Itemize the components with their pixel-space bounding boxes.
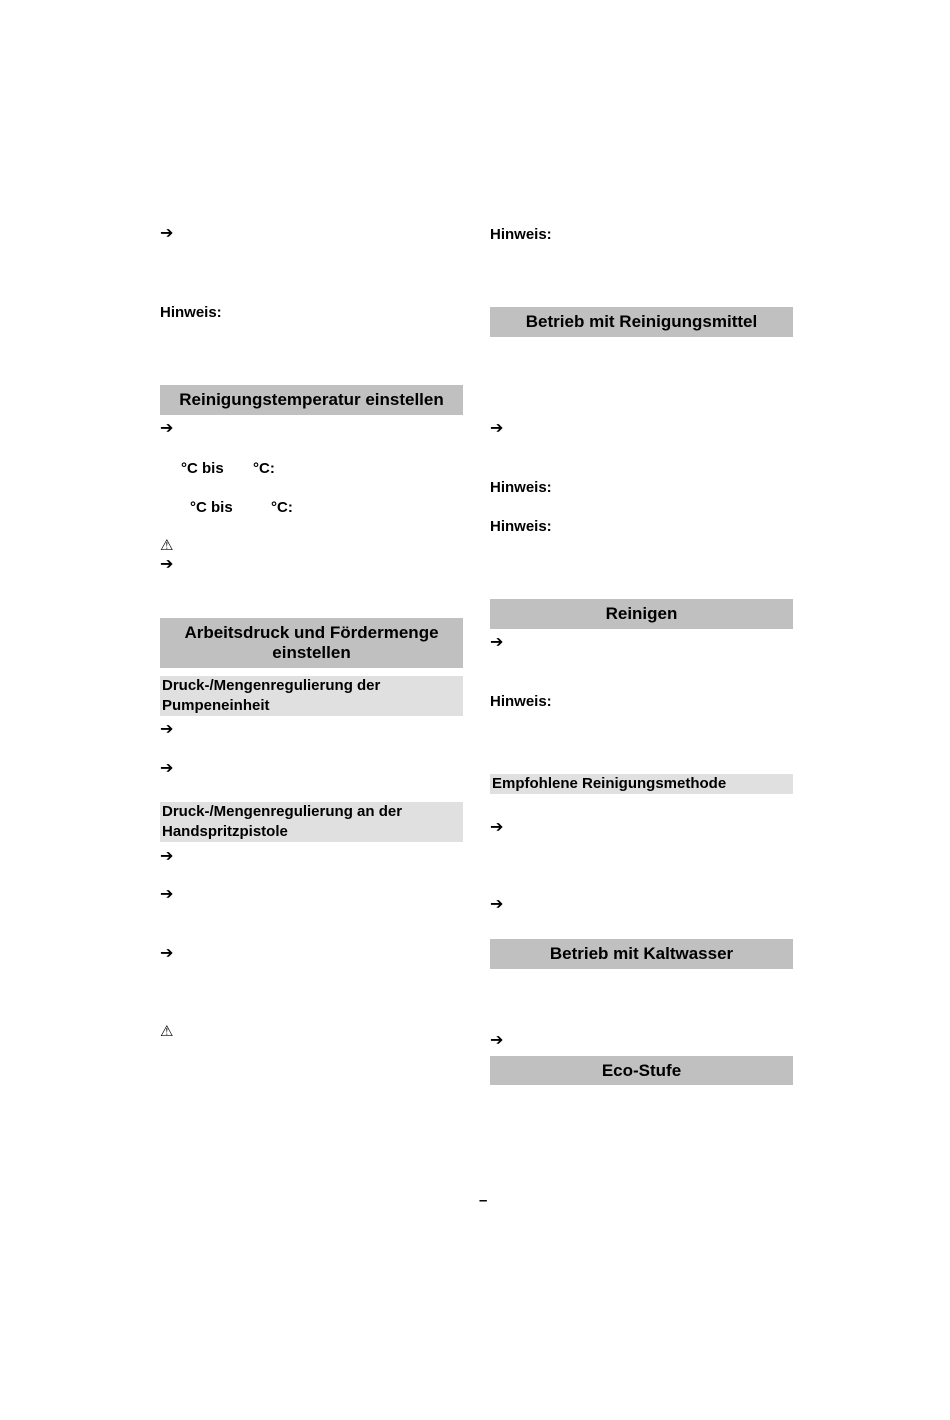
page-number: – (479, 1192, 488, 1209)
temp-range-from: °C bis (181, 460, 224, 477)
arrow-icon: ➔ (490, 896, 504, 913)
arrow-icon: ➔ (490, 819, 504, 836)
arrow-icon: ➔ (490, 634, 504, 651)
arrow-icon: ➔ (160, 420, 174, 437)
arrow-icon: ➔ (490, 420, 504, 437)
arrow-icon: ➔ (160, 225, 174, 242)
note-label: Hinweis: (490, 518, 552, 535)
temp-range-from: °C bis (190, 499, 233, 516)
heading-pressure-flow: Arbeitsdruck und Fördermenge einstellen (160, 618, 463, 668)
temp-range-to: °C: (271, 499, 293, 516)
arrow-icon: ➔ (160, 721, 174, 738)
temp-range-to: °C: (253, 460, 275, 477)
note-label: Hinweis: (160, 304, 222, 321)
arrow-icon: ➔ (160, 945, 174, 962)
arrow-icon: ➔ (160, 760, 174, 777)
arrow-icon: ➔ (160, 848, 174, 865)
subheading-pump-regulation: Druck-/Mengenregulierung der Pumpeneinheit (160, 676, 463, 716)
heading-cold-water: Betrieb mit Kaltwasser (490, 939, 793, 969)
arrow-icon: ➔ (160, 886, 174, 903)
warning-icon: ⚠ (160, 1023, 174, 1040)
arrow-icon: ➔ (160, 556, 174, 573)
heading-cleaning: Reinigen (490, 599, 793, 629)
heading-eco-level: Eco-Stufe (490, 1056, 793, 1085)
heading-cleaning-temperature: Reinigungstemperatur einstellen (160, 385, 463, 415)
warning-icon: ⚠ (160, 537, 174, 554)
note-label: Hinweis: (490, 479, 552, 496)
subheading-gun-regulation: Druck-/Mengenregulierung an der Handspritzpistole (160, 802, 463, 842)
note-label: Hinweis: (490, 693, 552, 710)
subheading-recommended-method: Empfohlene Reinigungsmethode (490, 774, 793, 794)
arrow-icon: ➔ (490, 1032, 504, 1049)
note-label: Hinweis: (490, 226, 552, 243)
heading-detergent-operation: Betrieb mit Reinigungsmittel (490, 307, 793, 337)
